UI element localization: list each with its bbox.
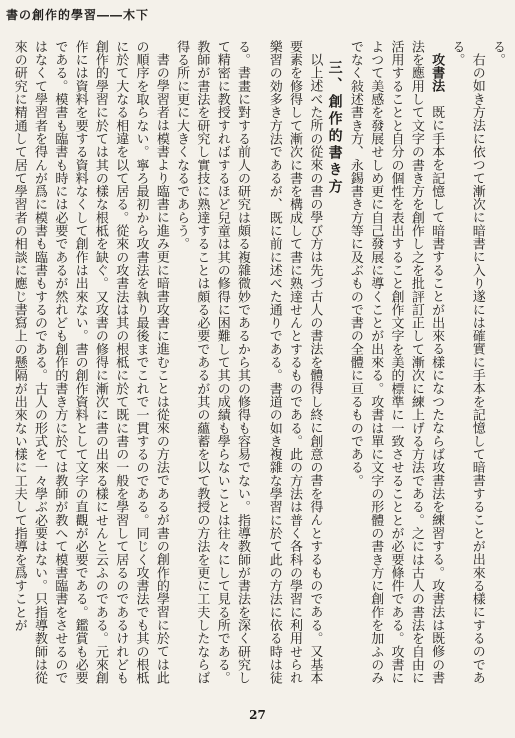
running-head: 書の創作的學習――木下 bbox=[6, 8, 150, 22]
column-right bbox=[265, 40, 507, 690]
paragraph-continuation: る。 bbox=[490, 40, 505, 67]
paragraph-method: 以上述べた所の從來の書の學び方は先づ古人の書法を體得し終に創意の書を得んとするものである。又基本要素を修得して漸次に書を構成して書に熟達せんとするものである。此の方法は普く各科の學習に利用せられ樂習の効多き方法であるが、既に前に述べた通りである。書道の如き複雜な學習に於て此の方法に依る時は徒 bbox=[266, 40, 323, 685]
term-kosho: 攻書法 bbox=[429, 53, 445, 93]
section-title: 三、創作的書き方 bbox=[326, 60, 343, 196]
paragraph-learner-steps: 書の學習者は模書より臨書に進み更に暗書攻書に進むことは從來の方法であるが書の創作的學習に於ては此の順序を取らない。寧ろ最初から攻書法を執り最後までこれで一貫するのである。同じく攻書法でも其の根柢に於て大なる相違を以て居る。從來の攻書法は其の根柢に於て既に書の一般を學習して居るのであるけれども創作的學習に於ては其の樣な根柢を缺ぐ。又攻書の修得に漸次に書の出來る樣にせんと云ふのである。元來創作には資料を要する資料なくして創作は出來ない。書の創作資料として文字の直觀が必要である。鑑賞も必要である。模書も臨書も時には必要であるが然れども創作的書き方に於ては教師が教へて模書臨書をさせるのではなくて學習者を得んが爲に模書も臨書もするのである。古人の形式を一々學ぶ必要はない。只指導教師は從來の研究に精通して居て學習者の相談に應じ書寫上の懸隔が出來ない樣に工夫して指導を爲すことが bbox=[11, 40, 169, 685]
paragraph-kosho-text: 既に手本を記憶して暗書することが出來る樣になつたならば攻書法を練習する。攻書法は既修の書法を應用して文字の書き方を創作し之を批評訂正して漸次に練上げる方法である。之には古人の書法を自由に活用することと自分の個性を表出すること創作文字を美的標準に一致させることとが必要條件である。攻書によつて美感を發展せしめ更に自己發展に導くことが出來る。攻書は單に文字の形體の書き方に創作を加ふのみでなく敍述書き方、永錫書き方等に及ぶもので書の全體に亘るものである。 bbox=[347, 40, 445, 685]
text-columns bbox=[8, 40, 507, 690]
paragraph-teacher-research: る。書畫に對する前人の研究は頗る複雜微妙であるから其の修得も容易でない。指導教師が書法を深く研究して精密に教授すればするほど兒童は其の修得に困難して其の成績も學らないことは往々にして見る所である。教師が書法を研究し實技に熟達することは頗る必要であるが其の蘊蓄を以て教授の方法を更に工夫したならば得る所に更に大きくなるであらう。 bbox=[174, 40, 250, 685]
paragraph-memorization: 右の如き方法に依つて漸次に暗書に入り遂には確實に手本を記憶して暗書することが出來る樣にするのである。 bbox=[449, 40, 485, 685]
page-number: 27 bbox=[249, 708, 266, 722]
column-left bbox=[8, 40, 252, 690]
paragraph-kosho bbox=[345, 40, 446, 690]
